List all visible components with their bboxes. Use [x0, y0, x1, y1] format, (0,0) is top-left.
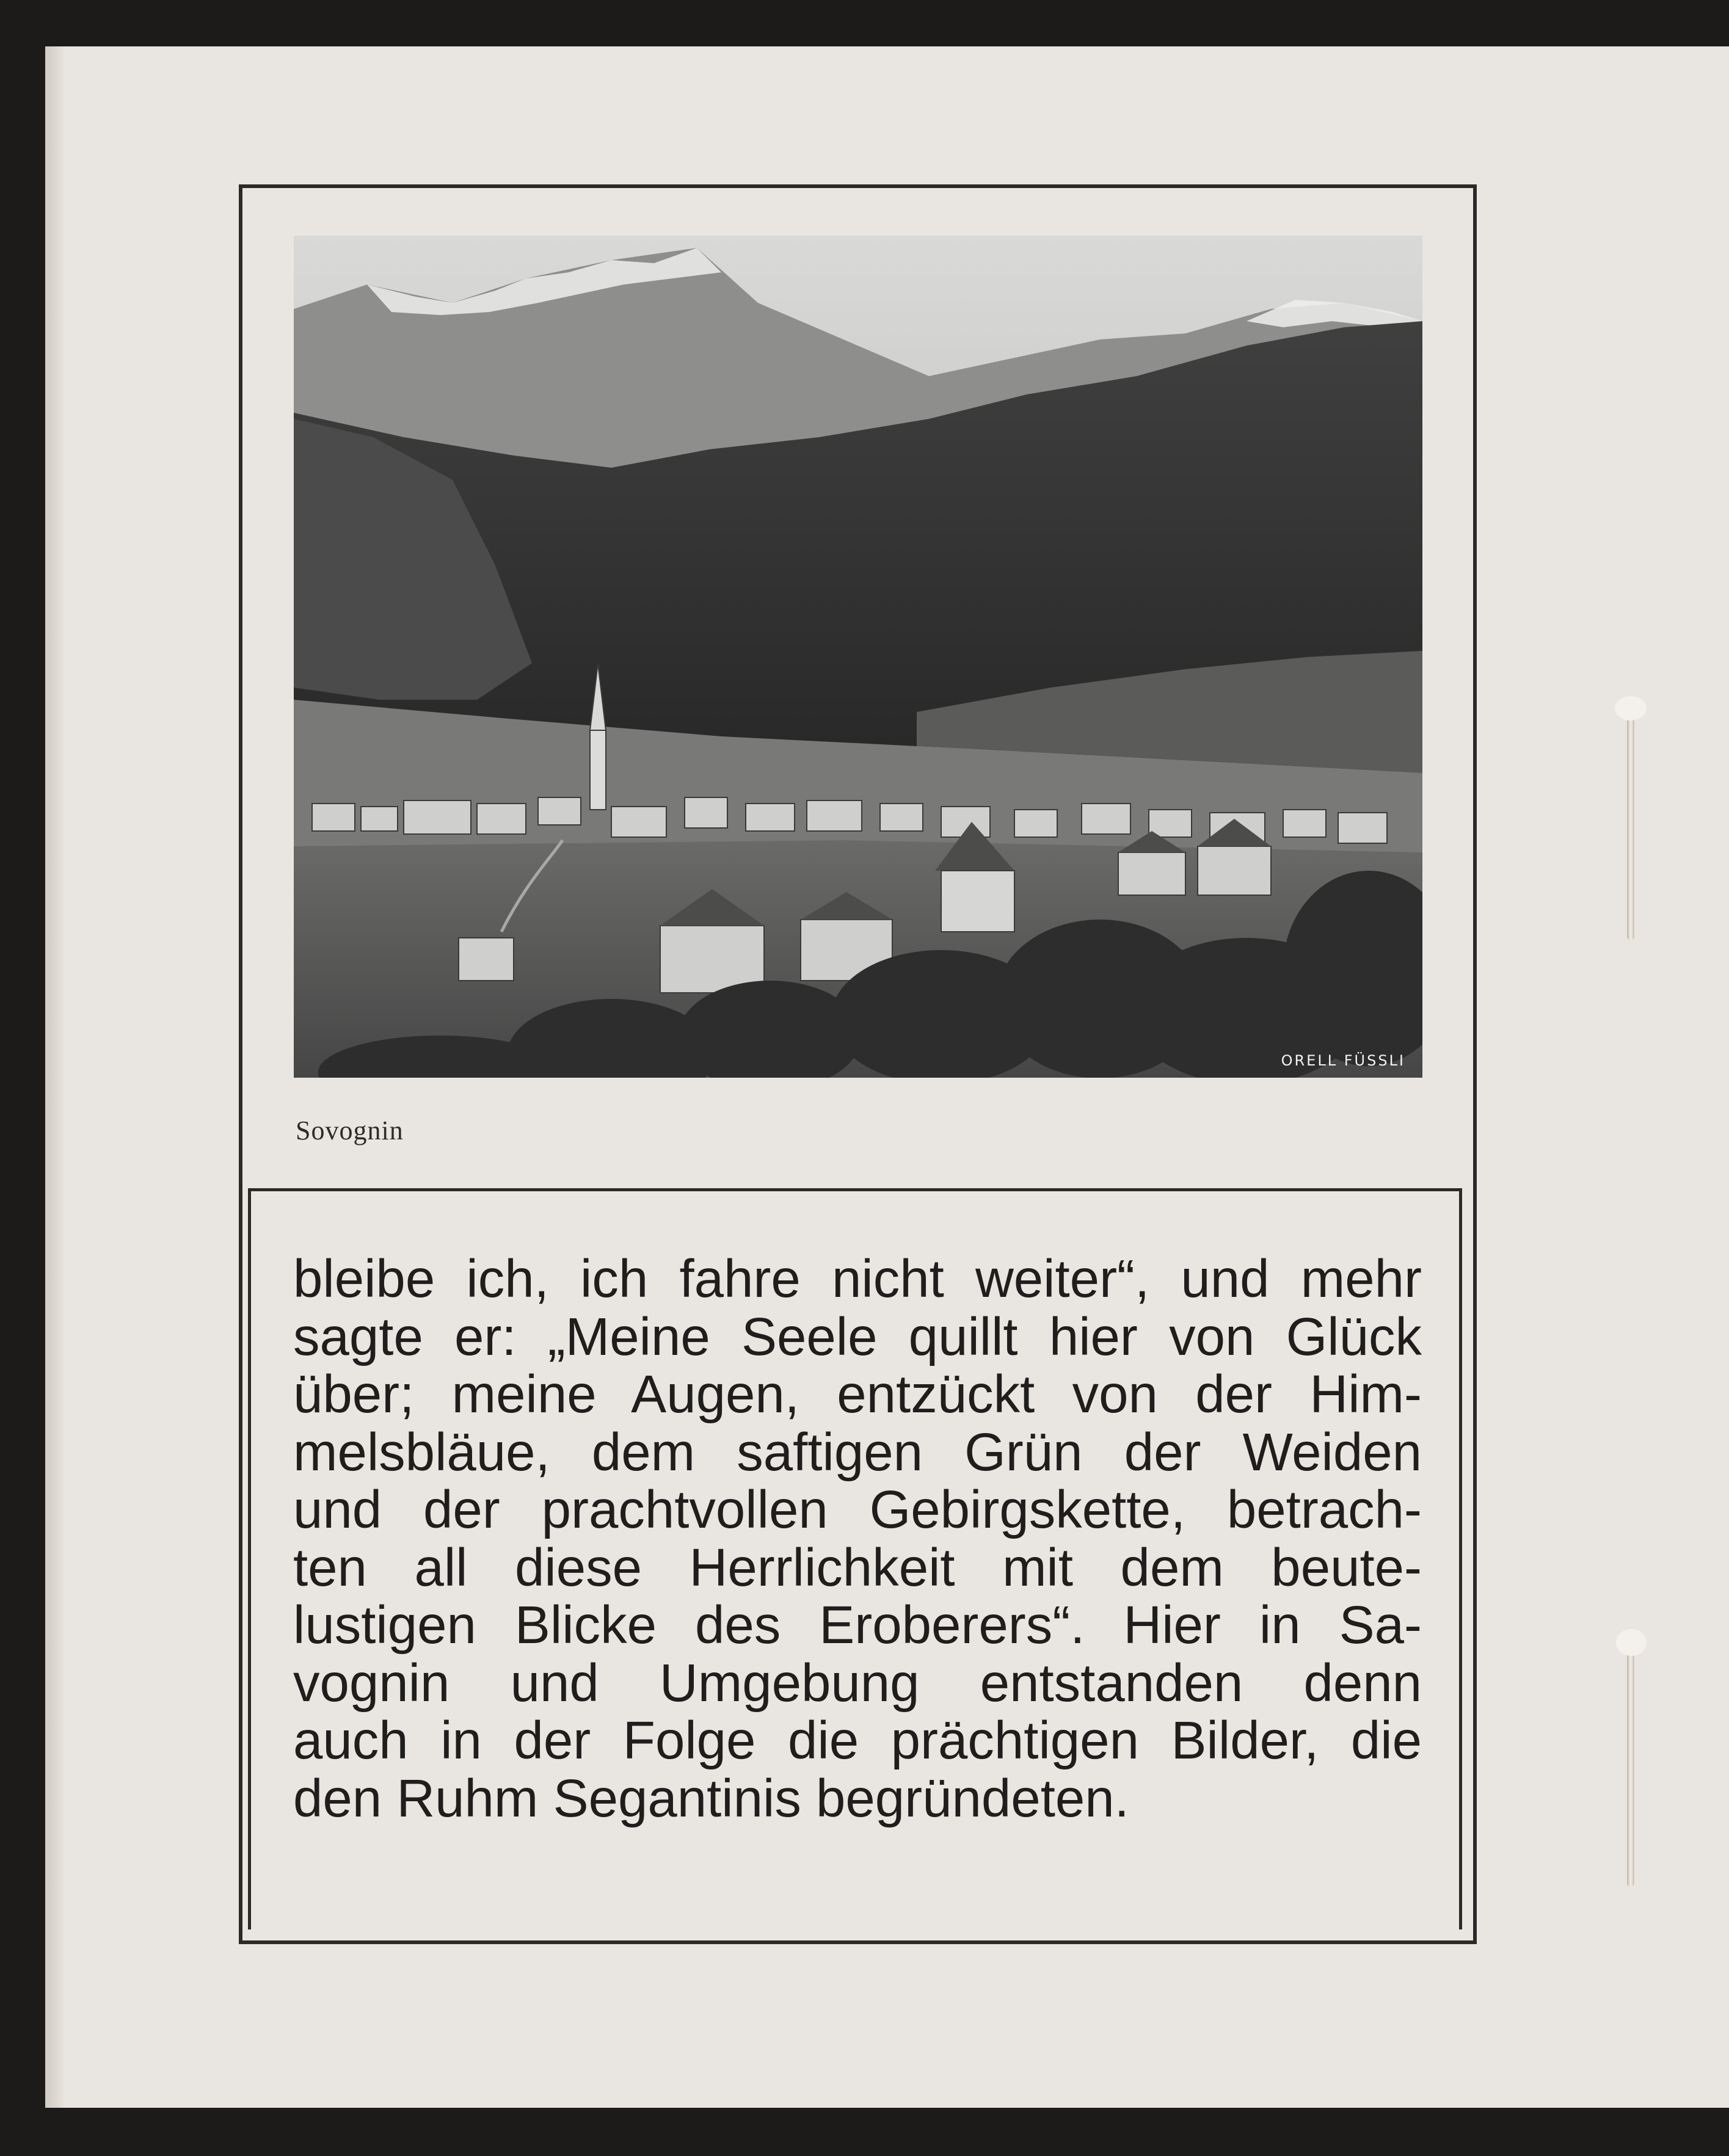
binding-thread-bottom [1612, 1624, 1649, 1905]
text-box-left-border [248, 1191, 251, 1929]
text-line: den Ruhm Segantinis begründeten. [293, 1768, 1129, 1828]
thread-knot [1616, 1629, 1647, 1656]
thread-strand [1627, 708, 1634, 940]
village-mountain-illustration [294, 236, 1422, 1078]
page-edge [45, 46, 64, 2108]
binding-thread-top [1612, 690, 1649, 959]
text-line: sagte er: „Meine Seele quillt hier von Glück [293, 1307, 1422, 1367]
body-paragraph [293, 1250, 1422, 1828]
text-line: auch in der Folge die prächtigen Bilder, die [293, 1711, 1422, 1770]
section-divider-rule [248, 1188, 1462, 1191]
text-line: und der prachtvollen Gebirgskette, betrach- [293, 1480, 1422, 1539]
text-line: ten all diese Herrlichkeit mit dem beute- [293, 1537, 1422, 1597]
text-line: lustigen Blicke des Eroberers“. Hier in Sa- [293, 1595, 1422, 1655]
photo-caption: Sovognin [296, 1116, 404, 1145]
thread-strand [1627, 1642, 1634, 1887]
text-line: bleibe ich, ich fahre nicht weiter“, und mehr [293, 1249, 1422, 1308]
text-line: über; meine Augen, entzückt von der Him- [293, 1365, 1422, 1424]
text-line: melsbläue, dem saftigen Grün der Weiden [293, 1422, 1422, 1482]
landscape-photograph [294, 236, 1422, 1078]
text-line: vognin und Umgebung entstanden denn [293, 1653, 1422, 1713]
thread-knot [1615, 696, 1647, 720]
text-box-right-border [1459, 1191, 1462, 1929]
photo-credit: ORELL FÜSSLI [1281, 1052, 1405, 1069]
large-chalet [941, 871, 1014, 932]
